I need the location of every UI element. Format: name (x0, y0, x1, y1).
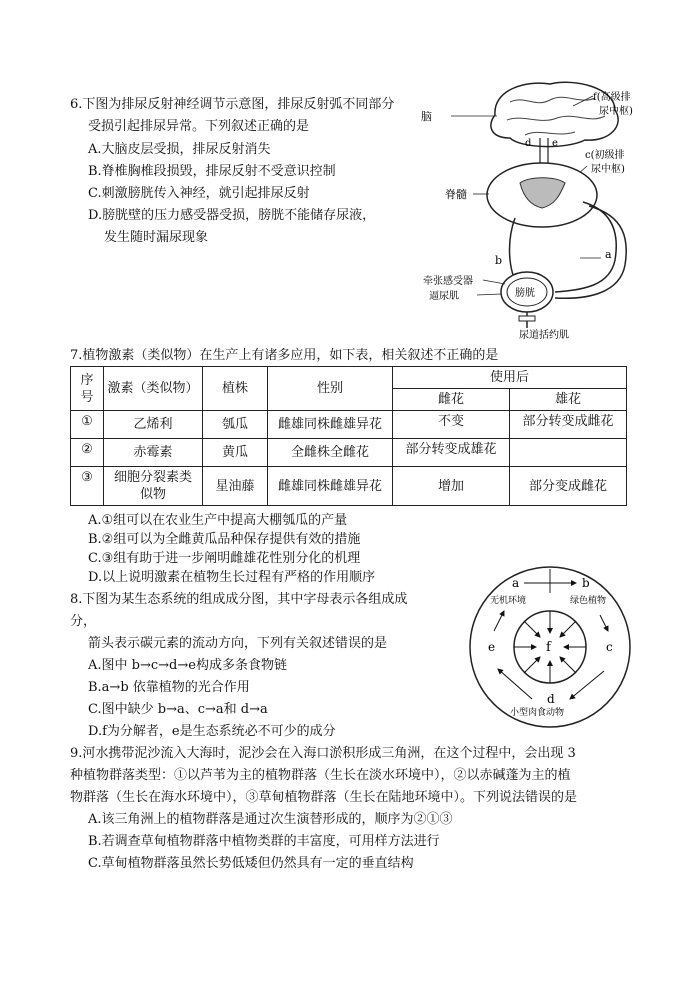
q7-option-b: B.②组可以为全雌黄瓜品种保存提供有效的措施 (88, 532, 361, 547)
header-female: 雌花 (393, 389, 510, 411)
header-after: 使用后 (393, 367, 627, 389)
q6-option-b: B.脊椎胸椎段损毁，排尿反射不受意识控制 (88, 164, 336, 179)
f-label-line1: f(高级排 (593, 92, 631, 103)
label-c: c (606, 640, 613, 654)
q8-stem-line3: 箭头表示碳元素的流动方向，下列有关叙述错误的是 (88, 636, 388, 651)
q9-option-b: B.若调查草甸植物群落中植物类群的丰富度，可用样方法进行 (88, 834, 440, 849)
receptor-label: 牵张感受器 (423, 276, 473, 287)
b-label: b (495, 254, 503, 267)
bladder-label: 膀胱 (515, 288, 535, 299)
table-row: ③ 细胞分裂素类 似物 星油藤 雌雄同株雌雄异花 增加 部分变成雌花 (71, 467, 627, 506)
table-header-row (71, 367, 627, 389)
label-small-carnivore: 小型肉食动物 (510, 708, 565, 718)
header-hormone: 激素（类似物） (104, 367, 203, 411)
hormone-table (70, 366, 627, 506)
q6-stem-line1: 6.下图为排尿反射神经调节示意图，排尿反射弧不同部分 (70, 97, 395, 112)
q6-option-c: C.刺激膀胱传入神经，就引起排尿反射 (88, 186, 310, 201)
label-e: e (488, 640, 496, 654)
label-a: a (512, 576, 520, 590)
detrusor-pointer (477, 294, 501, 295)
header-male: 雄花 (510, 389, 627, 411)
q6-option-d-line1: D.膀胱壁的压力感受器受损，膀胱不能储存尿液， (88, 208, 376, 223)
c-label-line1: c(初级排 (585, 150, 625, 161)
a-label: a (605, 248, 612, 261)
label-d: d (547, 692, 555, 706)
d-label: d (525, 138, 532, 149)
q7-option-c: C.③组有助于进一步阐明雌雄花性别分化的机理 (88, 551, 361, 566)
q7-option-d: D.以上说明激素在植物生长过程有严格的作用顺序 (88, 570, 376, 585)
label-green: 绿色植物 (570, 596, 607, 606)
q9-stem-line3: 物群落（生长在海水环境中），③草甸植物群落（生长在陆地环境中）。下列说法错误的是 (70, 790, 578, 805)
q6-option-a: A.大脑皮层受损，排尿反射消失 (88, 142, 271, 157)
q8-stem-line1: 8.下图为某生态系统的组成成分图，其中字母表示各组成成 (70, 592, 408, 607)
table-row: ② 赤霉素 黄瓜 全雌株全雌花 部分转变成雄花 (71, 439, 627, 467)
q8-option-a: A.图中 b→c→d→e构成多条食物链 (88, 658, 287, 673)
label-b: b (582, 576, 590, 590)
q9-option-c: C.草甸植物群落虽然长势低矮但仍然具有一定的垂直结构 (88, 856, 414, 871)
spinal-label: 脊髓 (445, 188, 467, 201)
sphincter-shape (519, 316, 535, 321)
q9-stem-line2: 种植物群落类型：①以芦苇为主的植物群落（生长在淡水环境中），②以赤碱蓬为主的植 (70, 768, 571, 783)
label-inorganic: 无机环境 (490, 596, 527, 606)
micturition-reflex-diagram (415, 80, 640, 342)
q7-stem: 7.植物激素（类似物）在生产上有诸多应用，如下表，相关叙述不正确的是 (70, 348, 499, 363)
q7-option-a: A.①组可以在农业生产中提高大棚瓠瓜的产量 (88, 513, 348, 528)
header-sex: 性别 (268, 367, 393, 411)
q8-option-d: D.f为分解者，e是生态系统必不可少的成分 (88, 724, 336, 739)
q6-stem-line2: 受损引起排尿异常。下列叙述正确的是 (88, 119, 310, 134)
brain-label: 脑 (421, 110, 432, 123)
f-label-line2: 尿中枢) (599, 106, 633, 117)
header-plant: 植株 (203, 367, 268, 411)
ecosystem-diagram (466, 565, 634, 730)
header-no: 序 号 (71, 367, 104, 411)
e-label: e (552, 138, 558, 149)
q8-stem-line2: 分， (70, 614, 97, 629)
q8-option-b: B.a→b 依靠植物的光合作用 (88, 680, 250, 695)
q6-option-d-line2: 发生随时漏尿现象 (104, 230, 209, 245)
c-label-line2: 尿中枢) (591, 164, 625, 175)
table-row: ① 乙烯利 瓠瓜 雌雄同株雌雄异花 不变 部分转变成雌花 (71, 411, 627, 439)
label-f: f (546, 640, 551, 655)
q8-option-c: C.图中缺少 b→a、c→a和 d→a (88, 702, 268, 717)
q9-stem-line1: 9.河水携带泥沙流入大海时，泥沙会在入海口淤积形成三角洲，在这个过程中，会出现 3 (70, 746, 576, 761)
detrusor-label: 逼尿肌 (429, 291, 459, 302)
sphincter-label: 尿道括约肌 (519, 330, 569, 341)
receptor-pointer (483, 280, 505, 284)
q9-option-a: A.该三角洲上的植物群落是通过次生演替形成的，顺序为②①③ (88, 812, 453, 827)
